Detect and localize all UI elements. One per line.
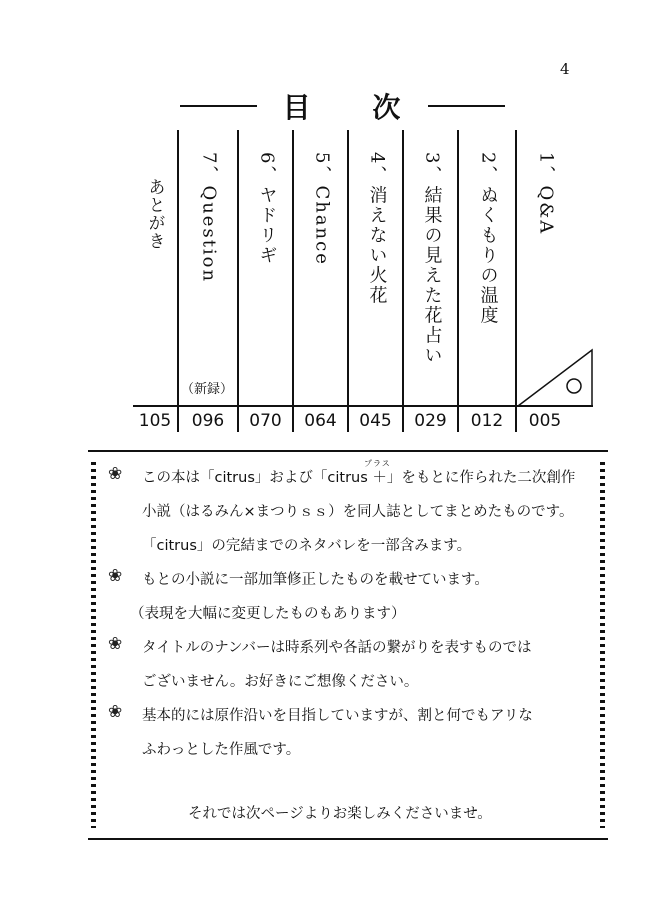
note-line: もとの小説に一部加筆修正したものを載せています。 xyxy=(142,572,489,588)
chapter-number: 6、 xyxy=(256,152,278,186)
chapter-4-page: 045 xyxy=(359,411,392,431)
column-divider xyxy=(177,130,179,432)
toc-table xyxy=(133,130,593,432)
chapter-3 xyxy=(404,152,459,369)
chapter-7 xyxy=(181,152,236,287)
dashed-border-left xyxy=(91,462,96,828)
notes-box xyxy=(88,450,608,840)
chapter-title: ヤドリギ xyxy=(256,185,278,266)
chapter-2-page: 012 xyxy=(470,411,504,431)
chapter-7-page: 096 xyxy=(191,411,225,431)
chapter-title: 消えない火花 xyxy=(366,185,388,306)
new-recording-mark: （新録） xyxy=(181,382,234,397)
chapter-number: 3、 xyxy=(421,152,443,186)
triangle-ruler-icon xyxy=(516,348,594,408)
toc-title-text: 目 次 xyxy=(282,91,427,124)
page-number: 4 xyxy=(560,60,570,78)
flower-asterisk-icon: ❀ xyxy=(108,702,123,722)
chapter-3-page: 029 xyxy=(414,411,447,431)
chapter-4 xyxy=(349,152,404,309)
chapter-6-page: 070 xyxy=(249,411,282,431)
note-line: 小説（はるみん×まつりｓｓ）を同人誌としてまとめたものです。 xyxy=(142,504,574,520)
ruby-plus: プラス xyxy=(364,459,391,468)
chapter-title: Chance xyxy=(311,185,333,266)
chapter-number: 2、 xyxy=(477,152,499,186)
flower-asterisk-icon: ❀ xyxy=(108,634,123,654)
chapter-5 xyxy=(294,152,349,270)
chapter-1-page: 005 xyxy=(528,411,562,431)
note-line: この本は「citrus」および「citrus ＋」をもとに作られた二次創作 xyxy=(142,470,576,486)
chapter-title: Question xyxy=(198,185,220,284)
toc-title xyxy=(180,88,505,124)
chapter-1 xyxy=(518,152,573,239)
chapter-title: ぬくもりの温度 xyxy=(477,185,499,326)
chapter-title: 結果の見えた花占い xyxy=(421,185,443,366)
dashed-border-right xyxy=(600,462,605,828)
note-line: ふわっとした作風です。 xyxy=(142,742,301,758)
afterword xyxy=(135,178,175,254)
chapter-number: 7、 xyxy=(198,152,220,186)
flower-asterisk-icon: ❀ xyxy=(108,566,123,586)
chapter-2 xyxy=(460,152,515,329)
flower-asterisk-icon: ❀ xyxy=(108,464,123,484)
chapter-number: 4、 xyxy=(366,152,388,186)
note-line: （表現を大幅に変更したものもあります） xyxy=(130,606,406,622)
afterword-page: 105 xyxy=(138,411,172,431)
title-rule-left xyxy=(180,105,257,107)
note-line: ございません。お好きにご想像ください。 xyxy=(142,674,419,690)
note-line: タイトルのナンバーは時系列や各話の繋がりを表すものでは xyxy=(142,640,532,656)
chapter-6 xyxy=(239,152,294,269)
chapter-5-page: 064 xyxy=(304,411,337,431)
afterword-title: あとがき xyxy=(144,178,165,250)
chapter-title: Q&A xyxy=(535,185,557,236)
chapter-number: 1、 xyxy=(535,152,557,186)
chapter-number: 5、 xyxy=(311,152,333,186)
note-line: 「citrus」の完結までのネタバレを一部含みます。 xyxy=(142,538,472,554)
closing-line: それでは次ページよりお楽しみくださいませ。 xyxy=(188,806,492,822)
note-line: 基本的には原作沿いを目指していますが、割と何でもアリな xyxy=(142,708,533,724)
title-rule-right xyxy=(428,105,505,107)
